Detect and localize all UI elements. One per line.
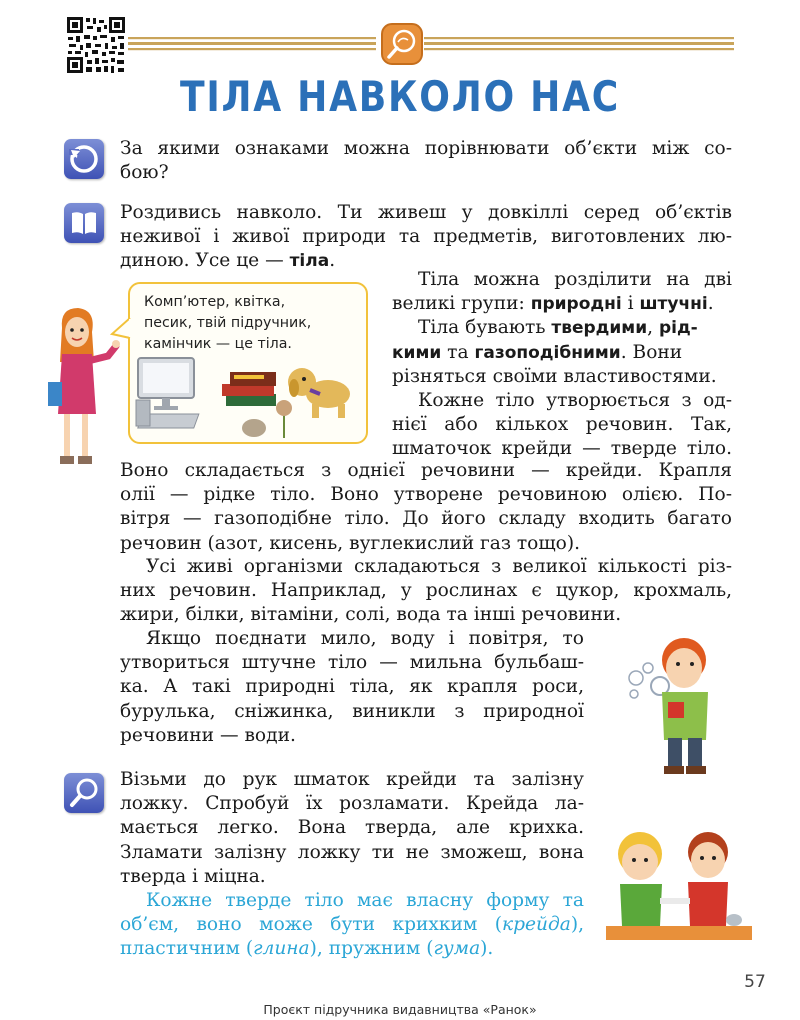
experiment-paragraph: Візьми до рук шматок крейди та залізну ложку. Спробуй їх розламати. Крейда ла- мається легко. Вона тверда, але крихка. Зламати залізну ложку ти не зможеш, вона тверда і міцна. bbox=[120, 769, 584, 887]
speech-bubble-tail bbox=[110, 316, 132, 342]
two-boys-illustration bbox=[606, 826, 752, 944]
book-icon bbox=[64, 203, 104, 243]
flower-stone-illustration bbox=[240, 396, 300, 440]
magnifier-icon bbox=[64, 773, 104, 813]
qr-code-icon bbox=[66, 16, 126, 74]
question-text: За якими ознаками можна порівнювати об’єкти між со- бою? bbox=[120, 138, 732, 184]
page-number: 57 bbox=[744, 972, 766, 992]
header-stripes bbox=[128, 36, 734, 56]
computer-illustration bbox=[134, 356, 224, 436]
conclusion-paragraph: Кожне тверде тіло має власну форму та об’єм, воно може бути крихким (крейда), пластичним (глина), пружним (гума). bbox=[120, 890, 584, 960]
page-title: ТІЛА НАВКОЛО НАС bbox=[179, 72, 621, 121]
soap-bubble-paragraph: Якщо поєднати мило, воду і повітря, то утвориться штучне тіло — мильна бульбаш- ка. А такі природні тіла, як крапля роси, бурулька, сніжинка, виникли з природної речовини — води. bbox=[120, 628, 584, 746]
states-paragraph: Воно складається з однієї речовини — крейди. Крапля олії — рідке тіло. Воно утворене речовиною олією. По- вітря — газоподібне тіло. До його складу входить багато речовин (азот, кисень, вуглекислий газ тощо). bbox=[120, 460, 732, 554]
organisms-paragraph: Усі живі організми складаються з великої кількості різ- них речовин. Наприклад, у рослинах є цукор, крохмаль, жири, білки, вітаміни, солі, вода та інші речовини. bbox=[120, 556, 732, 626]
bubble-text: Комп’ютер, квітка, песик, твій підручник, камінчик — це тіла. bbox=[144, 294, 312, 352]
boy-bubbles-illustration bbox=[622, 630, 732, 776]
intro-paragraph: Роздивись навколо. Ти живеш у довкіллі серед об’єктів неживої і живої природи та предметів, виготовлених лю- диною. Усе це — тіла. bbox=[120, 202, 732, 272]
magnifier-emblem-icon bbox=[380, 22, 424, 66]
repeat-icon bbox=[64, 139, 104, 179]
footer-note: Проєкт підручника видавництва «Ранок» bbox=[263, 1002, 537, 1017]
groups-paragraph: Тіла можна розділити на дві великі групи: природні і штучні. Тіла бувають твердими, рід- кими та газоподібними. Вони різняться своїми властивостями. Кожне тіло утворюється з од- нієї або кількох речовин. Так, шматочок крейди — тверде тіло. bbox=[392, 269, 732, 460]
